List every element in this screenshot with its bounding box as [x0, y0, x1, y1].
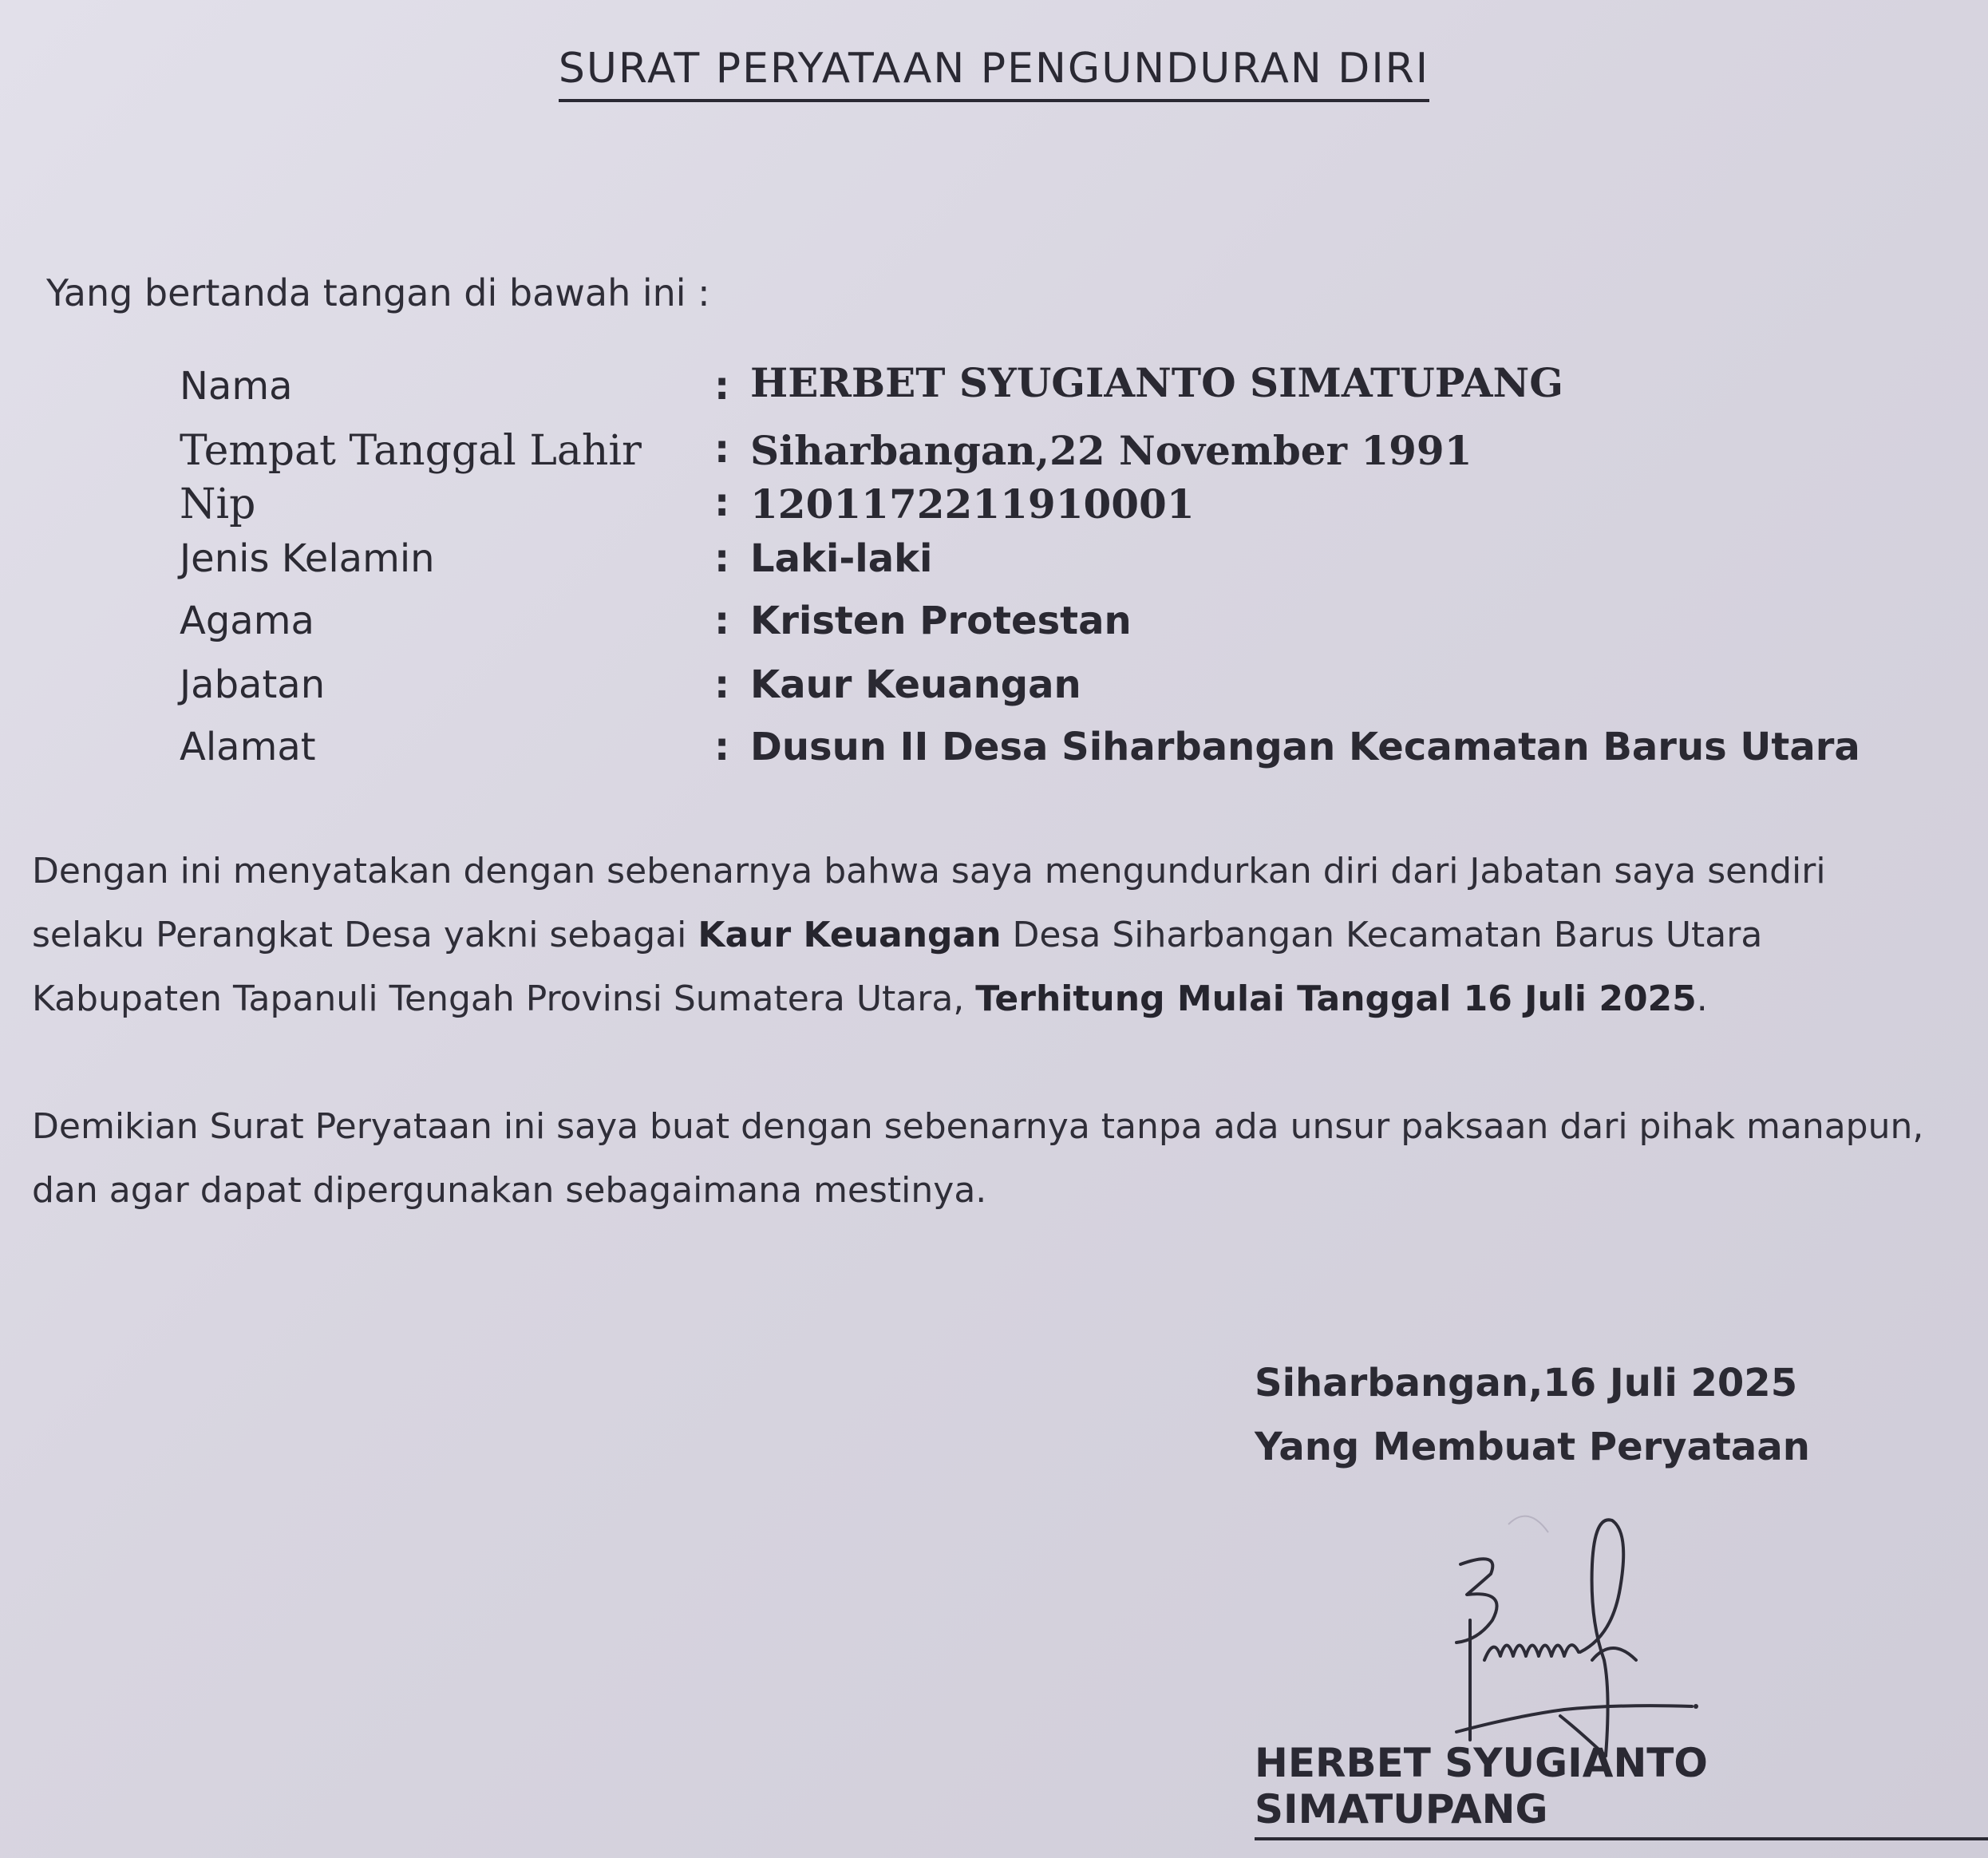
intro-text: Yang bertanda tangan di bawah ini : [46, 271, 710, 314]
field-label: Nama [180, 364, 293, 409]
field-value: 1201172211910001 [750, 480, 1195, 528]
field-colon: : [714, 480, 730, 525]
field-value: Siharbangan,22 November 1991 [750, 427, 1472, 474]
field-row-jabatan [180, 662, 1935, 718]
document-title [0, 45, 1988, 102]
maker-label: Yang Membuat Peryataan [1255, 1425, 1810, 1469]
field-value: Kaur Keuangan [750, 662, 1081, 707]
document-title-text: SURAT PERYATAAN PENGUNDURAN DIRI [559, 45, 1429, 102]
field-colon: : [714, 536, 730, 581]
field-label: Alamat [180, 725, 316, 769]
closing-paragraph: Demikian Surat Peryataan ini saya buat dengan sebenarnya tanpa ada unsur paksaan dari pihak manapun, dan agar dapat dipergunakan sebagaimana mestinya. [32, 1106, 1924, 1211]
field-colon: : [714, 662, 730, 707]
field-value: Kristen Protestan [750, 599, 1132, 643]
statement-text-part2: Desa Siharbangan Kecamatan Barus Utara Kabupaten Tapanuli Tengah Provinsi Sumatera Utara, [32, 915, 1763, 1019]
field-value: HERBET SYUGIANTO SIMATUPANG [750, 359, 1563, 406]
field-label: Nip [180, 480, 256, 528]
field-value: Dusun II Desa Siharbangan Kecamatan Barus Utara [750, 725, 1860, 769]
field-label: Agama [180, 599, 314, 643]
field-row-agama [180, 599, 1935, 654]
field-row-nama [180, 359, 1935, 420]
field-colon: : [714, 599, 730, 643]
field-label: Jenis Kelamin [180, 536, 435, 581]
field-row-nip [180, 480, 1935, 536]
statement-text-part3: . [1696, 978, 1708, 1019]
statement-date-bold: Terhitung Mulai Tanggal 16 Juli 2025 [975, 978, 1697, 1019]
field-label: Tempat Tanggal Lahir [180, 427, 642, 475]
field-row-ttl [180, 427, 1935, 483]
signature-image [1421, 1500, 1724, 1764]
field-row-jenis-kelamin [180, 536, 1935, 592]
statement-paragraph [32, 840, 1947, 1031]
signer-name: HERBET SYUGIANTO SIMATUPANG [1255, 1740, 1988, 1840]
field-label: Jabatan [180, 662, 326, 707]
place-date: Siharbangan,16 Juli 2025 [1255, 1361, 1798, 1405]
field-colon: : [714, 427, 730, 472]
field-row-alamat [180, 725, 1935, 781]
field-value: Laki-laki [750, 536, 933, 581]
statement-text-part1: Dengan ini menyatakan dengan sebenarnya bahwa saya mengundurkan diri dari Jabatan saya sendiri selaku Perangkat Desa yakni sebagai [32, 851, 1826, 955]
statement-position-bold: Kaur Keuangan [698, 915, 1002, 955]
field-colon: : [714, 725, 730, 769]
field-colon: : [714, 364, 730, 409]
